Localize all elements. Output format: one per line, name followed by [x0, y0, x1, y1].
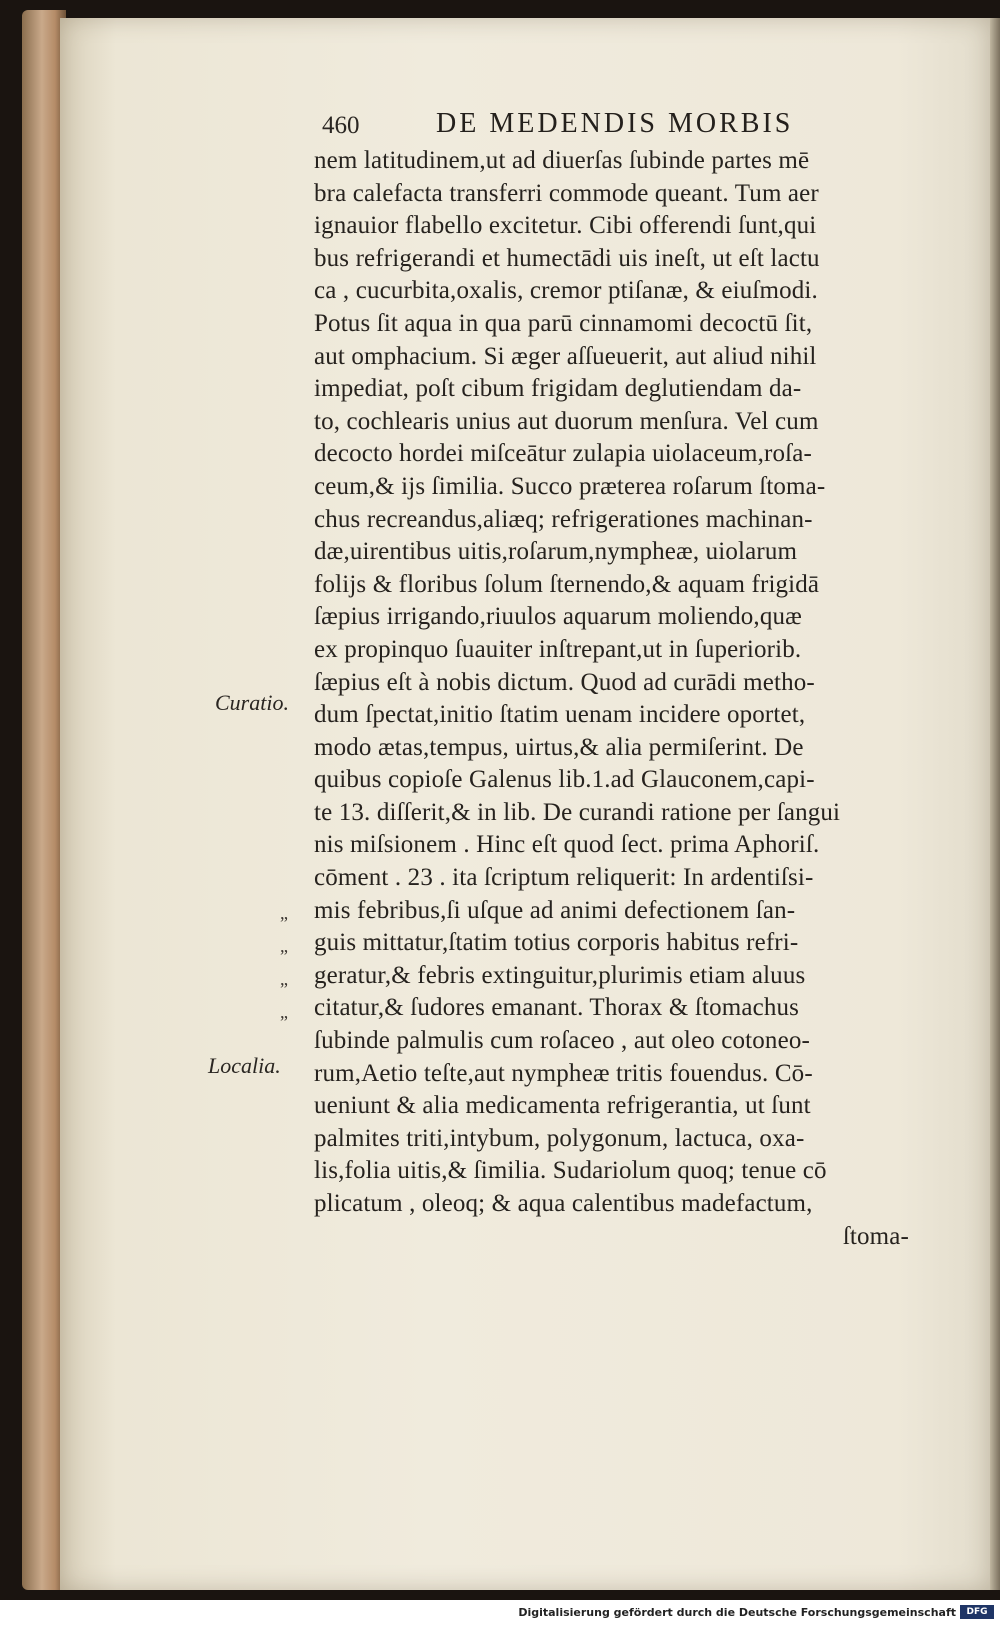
text-line: guis mittatur,ſtatim totius corporis habitus refri- [314, 929, 799, 957]
text-line: quibus copioſe Galenus lib.1.ad Glauconem,capi- [314, 766, 815, 794]
text-line: Potus ſit aqua in qua parū cinnamomi decoctū ſit, [314, 309, 813, 337]
text-line: plicatum , oleoq; & aqua calentibus madefactum, [314, 1190, 813, 1217]
text-line: folijs & floribus ſolum ſternendo,& aquam frigidā [314, 570, 820, 598]
text-line: dæ,uirentibus uitis,roſarum,nympheæ, uiolarum [314, 538, 798, 566]
running-title: DE MEDENDIS MORBIS [436, 108, 794, 139]
dfg-logo: DFG [960, 1605, 994, 1619]
text-line: ſubinde palmulis cum roſaceo , aut oleo cotoneo- [314, 1027, 810, 1055]
text-line: ca , cucurbita,oxalis, cremor ptiſanæ, & eiuſmodi. [314, 277, 818, 305]
text-line: ſæpius eſt à nobis dictum. Quod ad curādi metho- [314, 668, 815, 696]
text-line: lis,folia uitis,& ſimilia. Sudariolum quoq; tenue cō [314, 1157, 827, 1185]
text-line: geratur,& febris extinguitur,plurimis etiam aluus [314, 961, 806, 989]
text-line: mis febribus,ſi uſque ad animi defectionem ſan- [314, 896, 796, 924]
quotation-mark: ” [280, 913, 288, 933]
quotation-mark: ” [280, 946, 288, 966]
text-line: decocto hordei miſceātur zulapia uiolaceum,roſa- [314, 440, 812, 468]
quotation-mark: ” [280, 1012, 288, 1032]
marginal-note-curatio: Curatio. [215, 690, 289, 715]
text-line: modo ætas,tempus, uirtus,& alia permiſerint. De [314, 733, 804, 761]
text-line: to, cochlearis unius aut duorum menſura. Vel cum [314, 407, 819, 435]
text-line: aut omphacium. Si æger aſſueuerit, aut aliud nihil [314, 342, 817, 370]
footer-bar [0, 1600, 1000, 1627]
text-line: rum,Aetio teſte,aut nympheæ tritis fouendus. Cō- [314, 1059, 813, 1087]
text-line: bra calefacta transferri commode queant. Tum aer [314, 179, 819, 207]
text-line: citatur,& ſudores emanant. Thorax & ſtomachus [314, 994, 800, 1022]
body-text [314, 145, 954, 1253]
text-line: ceum,& ijs ſimilia. Succo præterea roſarum ſtoma- [314, 472, 826, 500]
text-line: ſæpius irrigando,riuulos aquarum moliendo,quæ [314, 603, 802, 631]
text-line: palmites triti,intybum, polygonum, lactuca, oxa- [314, 1124, 805, 1152]
text-line: ignauior flabello excitetur. Cibi offerendi ſunt,qui [314, 212, 817, 240]
text-line: nis miſsionem . Hinc eſt quod ſect. prima Aphoriſ. [314, 831, 820, 859]
catchword: ſtoma- [842, 1222, 909, 1250]
text-line: impediat, poſt cibum frigidam deglutiendam da- [314, 375, 802, 403]
text-line: ex propinquo ſuauiter inſtrepant,ut in ſuperiorib. [314, 635, 802, 663]
marginal-note-localia: Localia. [208, 1053, 281, 1078]
text-line: ueniunt & alia medicamenta refrigerantia, ut ſunt [314, 1092, 811, 1120]
quotation-mark: ” [280, 979, 288, 999]
page-number: 460 [322, 112, 360, 139]
page-edge [990, 18, 1000, 1590]
text-line: cōment . 23 . ita ſcriptum reliquerit: In ardentiſsi- [314, 864, 814, 892]
running-head [322, 108, 892, 148]
text-line: bus refrigerandi et humectādi uis ineſt, ut eſt lactu [314, 244, 820, 272]
text-line: dum ſpectat,initio ſtatim uenam incidere oportet, [314, 701, 806, 729]
footer-credit: Digitalisierung gefördert durch die Deutsche Forschungsgemeinschaft [518, 1606, 956, 1619]
text-line: chus recreandus,aliæq; refrigerationes machinan- [314, 505, 813, 533]
text-line: te 13. diſſerit,& in lib. De curandi ratione per ſangui [314, 798, 841, 826]
text-line: nem latitudinem,ut ad diuerſas ſubinde partes mē [314, 147, 810, 174]
